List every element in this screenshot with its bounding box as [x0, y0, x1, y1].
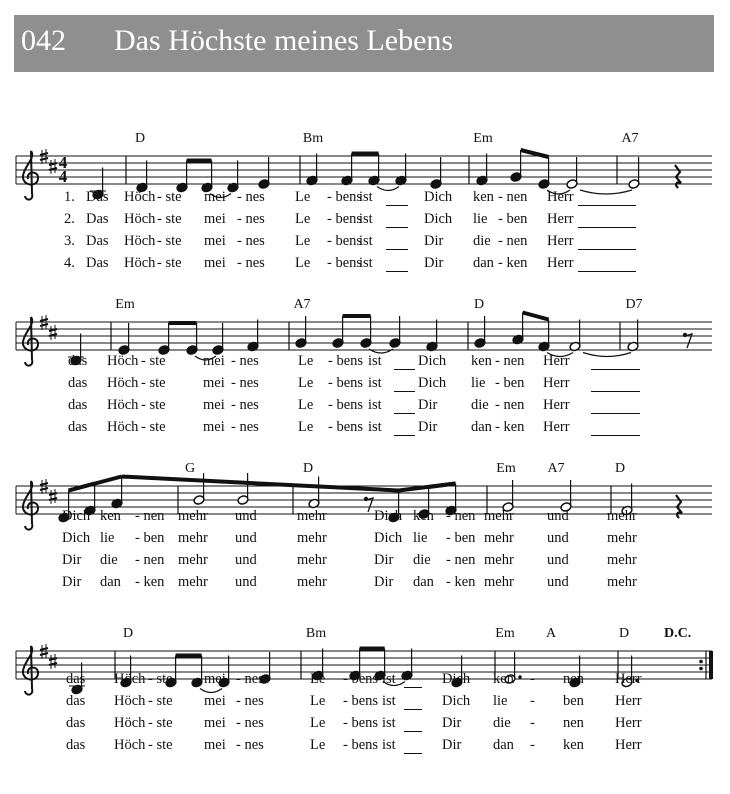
lyric-syllable: ist [382, 737, 396, 753]
lyric-syllable: Dich [374, 530, 403, 546]
eighth-rest-icon [364, 497, 373, 512]
lyric-syllable: Herr [547, 211, 574, 227]
lyric-syllable: Dich [424, 189, 453, 205]
lyric-syllable: - nen [495, 397, 525, 413]
extender-line [591, 391, 640, 392]
lyric-syllable: mehr [607, 574, 637, 590]
lyric-syllable: ken [100, 508, 121, 524]
lyric-syllable: und [547, 552, 569, 568]
tie [583, 353, 631, 357]
lyric-syllable: dan [413, 574, 434, 590]
lyric-syllable: ist [382, 693, 396, 709]
note [389, 316, 401, 348]
lyric-syllable: - nen [446, 552, 476, 568]
lyric-syllable: - nes [231, 353, 259, 369]
lyric-syllable: Herr [615, 737, 642, 753]
chord-symbol: A7 [547, 461, 565, 476]
lyric-syllable: Dich [418, 375, 447, 391]
lyric-syllable: mei [204, 693, 226, 709]
lyric-syllable: Le [295, 189, 311, 205]
lyric-syllable: - nes [236, 671, 264, 687]
lyric-syllable: ist [382, 671, 396, 687]
lyric-syllable: mei [203, 397, 225, 413]
lyric-syllable: - nes [237, 189, 265, 205]
chord-symbol: D [134, 131, 146, 146]
treble-clef-icon [23, 317, 38, 366]
lyric-syllable: Le [310, 693, 326, 709]
lyric-syllable: - bens [328, 397, 364, 413]
lyric-syllable: ist [368, 419, 382, 435]
lyric-syllable: mei [204, 671, 226, 687]
lyric-syllable: - ken [498, 255, 528, 271]
lyric-syllable: Le [298, 375, 314, 391]
extender-line [386, 249, 408, 250]
dc-marking: D.C. [664, 626, 692, 641]
lyric-syllable: lie [413, 530, 428, 546]
lyric-syllable: und [547, 530, 569, 546]
lyric-syllable: - ken [495, 419, 525, 435]
lyric-syllable: - ste [157, 189, 182, 205]
note [186, 323, 198, 355]
lyric-syllable: das [66, 715, 86, 731]
lyric-syllable: das [68, 353, 88, 369]
lyric-syllable: Höch [124, 211, 156, 227]
lyric-syllable: - nen [498, 233, 528, 249]
lyric-syllable: mei [203, 353, 225, 369]
lyric-syllable: mehr [607, 508, 637, 524]
tie [200, 689, 222, 693]
lyric-syllable: mei [204, 233, 226, 249]
lyric-syllable: mehr [297, 508, 327, 524]
chord-symbol: Em [495, 626, 515, 641]
lyric-syllable: - nes [231, 397, 259, 413]
lyric-syllable: mei [203, 375, 225, 391]
lyric-syllable: - ste [157, 255, 182, 271]
lyric-syllable: - [530, 693, 535, 709]
lyric-syllable: lie [471, 375, 486, 391]
lyric-syllable: - nes [237, 233, 265, 249]
svg-text:4: 4 [58, 167, 68, 186]
lyric-syllable: ken [493, 671, 514, 687]
note [118, 323, 130, 355]
lyric-syllable: die [413, 552, 431, 568]
lyric-syllable: dan [471, 419, 492, 435]
chord-symbol: Bm [302, 131, 324, 146]
lyric-syllable: Le [295, 233, 311, 249]
note [212, 323, 224, 355]
chord-symbol: D7 [625, 297, 643, 312]
lyric-syllable: Höch [114, 671, 146, 687]
lyric-syllable: Das [86, 211, 109, 227]
lyric-syllable: und [547, 574, 569, 590]
eighth-rest-icon [683, 333, 692, 348]
lyric-syllable: - [530, 737, 535, 753]
lyric-syllable: Höch [107, 419, 139, 435]
lyric-syllable: das [68, 375, 88, 391]
lyric-syllable: mehr [297, 574, 327, 590]
lyric-syllable: ken [473, 189, 494, 205]
lyric-syllable: Das [86, 233, 109, 249]
note [474, 316, 486, 348]
lyric-syllable: - nen [446, 508, 476, 524]
lyric-syllable: Dir [424, 233, 444, 249]
lyric-syllable: ist [368, 397, 382, 413]
note [360, 316, 372, 348]
extender-line [578, 271, 636, 272]
lyric-syllable: Dir [442, 737, 462, 753]
lyric-syllable: - nes [231, 419, 259, 435]
extender-line [394, 435, 415, 436]
lyric-syllable: Höch [124, 255, 156, 271]
lyric-syllable: - bens [328, 419, 364, 435]
lyric-syllable: - ben [135, 530, 165, 546]
note [538, 157, 550, 189]
lyric-syllable: ist [368, 353, 382, 369]
lyric-syllable: - [530, 671, 535, 687]
lyric-syllable: Dir [374, 552, 394, 568]
lyric-syllable: - ste [141, 397, 166, 413]
chord-symbol: A7 [621, 131, 639, 146]
lyric-syllable: Höch [124, 189, 156, 205]
lyric-syllable: Dir [424, 255, 444, 271]
lyric-syllable: Dich [442, 693, 471, 709]
beam [523, 313, 549, 320]
chord-symbol: D [473, 297, 485, 312]
extender-line [404, 687, 422, 688]
extender-line [591, 413, 640, 414]
lyric-syllable: mehr [607, 552, 637, 568]
lyric-syllable: mehr [178, 574, 208, 590]
lyric-syllable: - ste [141, 353, 166, 369]
lyric-syllable: mei [204, 189, 226, 205]
lyric-syllable: die [473, 233, 491, 249]
lyric-syllable: Höch [114, 693, 146, 709]
lyric-syllable: Herr [547, 233, 574, 249]
lyric-syllable: Dir [62, 552, 82, 568]
lyric-syllable: mehr [484, 574, 514, 590]
extender-line [386, 227, 408, 228]
lyric-syllable: Herr [547, 255, 574, 271]
lyric-syllable: Herr [547, 189, 574, 205]
lyric-syllable: die [493, 715, 511, 731]
lyric-syllable: Dir [442, 715, 462, 731]
treble-clef-icon [23, 481, 38, 530]
lyric-syllable: - bens [327, 189, 363, 205]
lyric-syllable: - bens [327, 211, 363, 227]
lyric-syllable: und [235, 574, 257, 590]
extender-line [394, 391, 415, 392]
lyric-syllable: - bens [343, 671, 379, 687]
lyric-syllable: dan [493, 737, 514, 753]
lyric-syllable: Dich [62, 530, 91, 546]
lyric-syllable: mehr [178, 508, 208, 524]
lyric-syllable: ist [359, 255, 373, 271]
lyric-syllable: mei [204, 255, 226, 271]
lyric-syllable: - ste [148, 715, 173, 731]
song-number: 042 [21, 24, 66, 57]
lyric-syllable: - ken [446, 574, 476, 590]
lyric-syllable: das [66, 737, 86, 753]
tie [377, 187, 399, 191]
lyric-syllable: - nes [237, 211, 265, 227]
beam [122, 477, 399, 491]
lyric-syllable: Le [298, 397, 314, 413]
lyric-syllable: - [530, 715, 535, 731]
lyric-syllable: mehr [484, 508, 514, 524]
lyric-syllable: Le [310, 671, 326, 687]
lyric-syllable: die [471, 397, 489, 413]
extender-line [386, 271, 408, 272]
lyric-syllable: Dich [442, 671, 471, 687]
lyric-syllable: - nen [135, 508, 165, 524]
lyric-syllable: Le [295, 211, 311, 227]
lyric-syllable: lie [100, 530, 115, 546]
note [258, 157, 270, 189]
note [332, 316, 344, 348]
lyric-syllable: - bens [343, 715, 379, 731]
lyric-syllable: Herr [543, 375, 570, 391]
lyric-syllable: und [235, 530, 257, 546]
lyric-syllable: ist [359, 233, 373, 249]
lyric-syllable: Dir [374, 574, 394, 590]
chord-symbol: D [122, 626, 134, 641]
lyric-syllable: mei [203, 419, 225, 435]
lyric-syllable: - ste [148, 693, 173, 709]
lyric-syllable: - bens [327, 255, 363, 271]
lyric-syllable: - ben [495, 375, 525, 391]
chord-symbol: G [184, 461, 196, 476]
lyric-syllable: die [100, 552, 118, 568]
lyric-syllable: - ste [157, 233, 182, 249]
lyric-syllable: und [235, 552, 257, 568]
lyric-syllable: nen [563, 715, 584, 731]
lyric-syllable: dan [100, 574, 121, 590]
lyric-syllable: mehr [178, 552, 208, 568]
extender-line [394, 413, 415, 414]
extender-line [578, 249, 636, 250]
lyric-syllable: Höch [107, 397, 139, 413]
note [237, 473, 249, 505]
lyric-syllable: Le [310, 737, 326, 753]
lyric-syllable: ist [368, 375, 382, 391]
lyric-syllable: mei [204, 715, 226, 731]
treble-clef-icon [23, 646, 38, 695]
lyric-syllable: Höch [124, 233, 156, 249]
treble-clef-icon [23, 151, 38, 200]
lyric-syllable: ist [359, 189, 373, 205]
lyric-syllable: Dir [62, 574, 82, 590]
extender-line [404, 709, 422, 710]
lyric-syllable: mei [204, 737, 226, 753]
lyric-syllable: - ste [148, 671, 173, 687]
chord-symbol: Em [473, 131, 493, 146]
lyric-syllable: nen [563, 671, 584, 687]
lyric-syllable: ken [563, 737, 584, 753]
lyric-syllable: mei [204, 211, 226, 227]
lyric-syllable: Höch [107, 353, 139, 369]
lyric-syllable: - nes [236, 693, 264, 709]
lyric-syllable: - ste [157, 211, 182, 227]
lyric-syllable: mehr [297, 552, 327, 568]
lyric-syllable: das [68, 397, 88, 413]
lyric-syllable: Herr [543, 353, 570, 369]
chord-symbol: D [302, 461, 314, 476]
lyric-syllable: Dich [424, 211, 453, 227]
lyric-syllable: Herr [543, 419, 570, 435]
lyric-syllable: Herr [615, 715, 642, 731]
lyric-syllable: - nen [135, 552, 165, 568]
note [295, 316, 307, 348]
tie [580, 190, 632, 194]
lyric-syllable: ken [471, 353, 492, 369]
lyric-syllable: - nes [237, 255, 265, 271]
extender-line [404, 731, 422, 732]
lyric-syllable: Dir [418, 397, 438, 413]
lyric-syllable: - bens [327, 233, 363, 249]
lyric-syllable: Le [298, 353, 314, 369]
lyric-syllable: dan [473, 255, 494, 271]
chord-symbol: D [618, 626, 630, 641]
lyric-syllable: - nes [236, 737, 264, 753]
lyric-syllable: Le [310, 715, 326, 731]
chord-symbol: A [545, 626, 557, 641]
chord-symbol: Bm [305, 626, 327, 641]
lyric-syllable: das [68, 419, 88, 435]
time-signature [59, 153, 68, 186]
lyric-syllable: mehr [297, 530, 327, 546]
staff-system [16, 153, 712, 186]
lyric-syllable: lie [493, 693, 508, 709]
lyric-syllable: Herr [615, 693, 642, 709]
lyric-syllable: Dir [418, 419, 438, 435]
note [430, 157, 442, 189]
lyric-syllable: Dich [62, 508, 91, 524]
lyric-syllable: ken [413, 508, 434, 524]
lyric-syllable: Le [295, 255, 311, 271]
lyric-syllable: ist [382, 715, 396, 731]
note [566, 157, 578, 189]
chord-symbol: Em [115, 297, 135, 312]
lyric-syllable: Das [86, 189, 109, 205]
lyric-syllable: das [66, 671, 86, 687]
lyric-syllable: 4. [64, 255, 75, 271]
lyric-syllable: Dich [418, 353, 447, 369]
lyric-syllable: - nen [495, 353, 525, 369]
lyric-syllable: 1. [64, 189, 75, 205]
song-title: Das Höchste meines Lebens [114, 24, 454, 57]
extender-line [591, 435, 640, 436]
lyric-syllable: ben [563, 693, 584, 709]
lyric-syllable: lie [473, 211, 488, 227]
lyric-syllable: - nen [498, 189, 528, 205]
chord-symbol: D [614, 461, 626, 476]
lyric-syllable: Das [86, 255, 109, 271]
lyric-syllable: - nes [231, 375, 259, 391]
lyric-syllable: Höch [114, 715, 146, 731]
lyric-syllable: mehr [178, 530, 208, 546]
svg-text:4: 4 [58, 153, 68, 172]
beam [399, 484, 456, 491]
extender-line [578, 227, 636, 228]
extender-line [591, 369, 640, 370]
lyric-syllable: Le [298, 419, 314, 435]
lyric-syllable: - bens [343, 737, 379, 753]
note [510, 150, 522, 182]
extender-line [404, 753, 422, 754]
lyric-syllable: Dich [374, 508, 403, 524]
lyric-syllable: - ste [141, 375, 166, 391]
lyric-syllable: - ste [148, 737, 173, 753]
extender-line [578, 205, 636, 206]
chord-symbol: A7 [293, 297, 311, 312]
lyric-syllable: - ben [498, 211, 528, 227]
lyric-syllable: das [66, 693, 86, 709]
lyric-syllable: mehr [484, 530, 514, 546]
note [193, 473, 205, 505]
lyric-syllable: Herr [543, 397, 570, 413]
lyric-syllable: Herr [615, 671, 642, 687]
lyric-syllable: - nes [236, 715, 264, 731]
lyric-syllable: und [235, 508, 257, 524]
lyric-syllable: 3. [64, 233, 75, 249]
lyric-syllable: - bens [328, 353, 364, 369]
lyric-syllable: - ste [141, 419, 166, 435]
lyric-syllable: Höch [114, 737, 146, 753]
lyric-syllable: und [547, 508, 569, 524]
note [158, 323, 170, 355]
lyric-syllable: - bens [343, 693, 379, 709]
lyric-syllable: mehr [607, 530, 637, 546]
note [628, 157, 640, 189]
extender-line [394, 369, 415, 370]
lyric-syllable: 2. [64, 211, 75, 227]
lyric-syllable: - bens [328, 375, 364, 391]
chord-symbol: Em [496, 461, 516, 476]
lyric-syllable: ist [359, 211, 373, 227]
extender-line [386, 205, 408, 206]
lyric-syllable: Höch [107, 375, 139, 391]
lyric-syllable: - ken [135, 574, 165, 590]
lyric-syllable: - ben [446, 530, 476, 546]
lyric-syllable: mehr [484, 552, 514, 568]
